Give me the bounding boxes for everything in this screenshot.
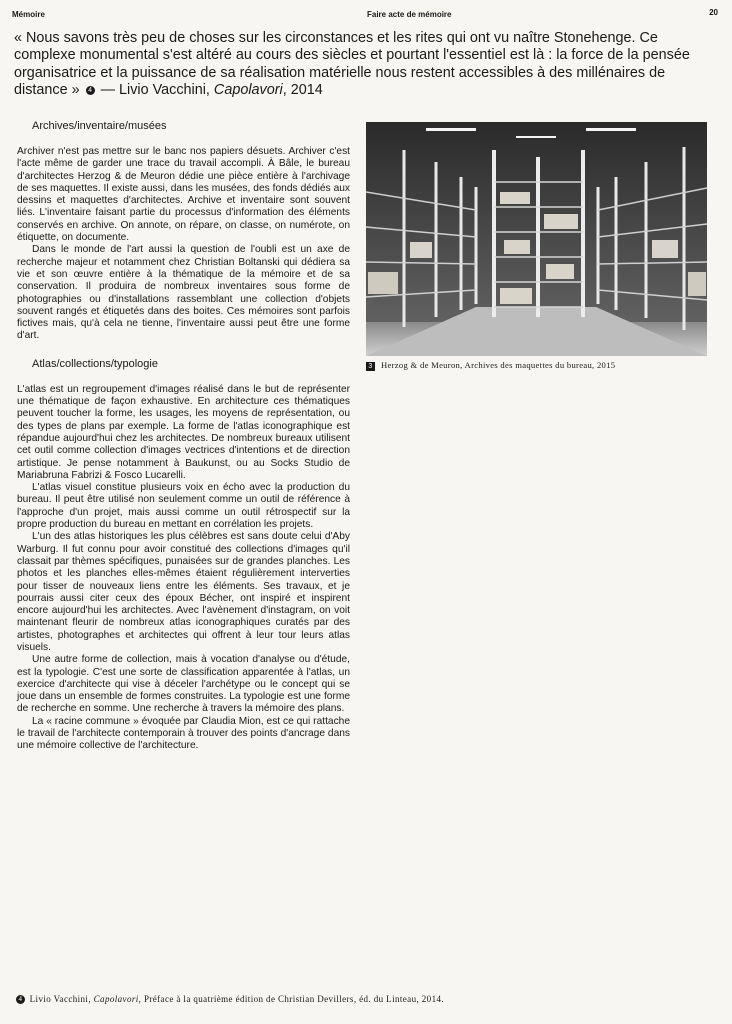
section-label: Mémoire [12, 10, 45, 19]
chapter-title: Faire acte de mémoire [367, 10, 452, 19]
footnote-rest: , Préface à la quatrième édition de Christian Devillers, éd. du Linteau, 2014. [138, 994, 445, 1004]
footnote [14, 994, 454, 1005]
paragraph: Dans le monde de l'art aussi la question de l'oubli est un axe de recherche majeur et notamment chez Christian Boltanski qui dédiera sa vie et son œuvre entière à la thématique de la mémoire et de sa conservation. Il produira de nombreux inventaires sous forme de photographies ou d'installations rassemblant une collection d'objets souvent rangés et étiquetés dans des boites. Ces mémoires sont parfois fictives mais, qu'à cela ne tienne, l'inventaire aussi peut être une forme d'art. [17, 244, 350, 342]
section-heading-archives: Archives/inventaire/musées [32, 120, 167, 132]
page-header [12, 10, 718, 24]
footnote-author: Livio Vacchini, [29, 994, 94, 1004]
footnote-work: Capolavori [93, 994, 139, 1004]
section-heading-atlas: Atlas/collections/typologie [32, 357, 158, 370]
caption-text: Herzog & de Meuron, Archives des maquettes du bureau, 2015 [381, 360, 616, 370]
footnote-marker: 4 [86, 86, 95, 95]
paragraph: L'atlas visuel constitue plusieurs voix en écho avec la production du bureau. Il peut être utilisé non seulement comme un outil de référence à l'approche d'un projet, mais aussi comme un outil rétrospectif sur la propre production du bureau en mettant en corrélation les projets. [17, 482, 350, 531]
paragraph: L'un des atlas historiques les plus célèbres est sans doute celui d'Aby Warburg. Il fut connu pour avoir constitué des collections d'images qu'il classait par thèmes spécifiques, punaisées sur de grandes planches. Les photos et les planches elles-mêmes étaient régulièrement interverties pour tisser de nouveaux liens entre les éléments. Ses travaux, et je pourrais aussi citer ceux des époux Bécher, ont inspiré et inspirent encore aujourd'hui les architectes. Avec l'avènement d'instagram, on voit maintenant fleurir de nombreux atlas iconographiques curatés par des artistes, photographes et architectes qui offrent à leur tour leurs atlas visuels. [17, 531, 350, 653]
paragraph: L'atlas est un regroupement d'images réalisé dans le but de représenter une thématique de façon exhaustive. En architecture ces thématiques peuvent toucher la forme, les usages, les moyens de représentation, ou des types de plans par exemple. La forme de l'atlas iconographique est répandue aujourd'hui chez les architectes. De nombreux bureaux utilisent cet outil comme collection d'images vectrices d'intentions et de direction artistique. Je pense notamment à Baukunst, ou au Socks Studio de Mariabruna Fabrizi & Fosco Lucarelli. [17, 383, 350, 481]
page-number: 20 [709, 8, 718, 17]
footnote-number: 4 [16, 995, 25, 1004]
main-text-column [17, 120, 350, 753]
quote-attribution: — Livio Vacchini, [100, 81, 214, 98]
paragraph: La « racine commune » évoquée par Claudia Mion, est ce qui rattache le travail de l'architecte contemporain à trouver des points d'ancrage dans une mémoire collective de l'architecture. [17, 715, 350, 752]
figure-caption [366, 360, 716, 371]
epigraph-quote [14, 30, 718, 99]
paragraph: Une autre forme de collection, mais à vocation d'analyse ou d'étude, est la typologie. C'est une sorte de classification apparentée à l'atlas, un exercice d'architecte qui vise à déceler l'archétype ou le concept qui se joue dans un ensemble de formes construites. La typologie est une forme de recherche en somme. Une recherche à travers la mémoire des plans. [17, 654, 350, 715]
quote-year: , 2014 [282, 81, 323, 98]
quote-work-title: Capolavori [213, 81, 283, 98]
paragraph: Archiver n'est pas mettre sur le banc nos papiers désuets. Archiver c'est l'acte même de garder une trace du travail accompli. À Bâle, le bureau d'architectes Herzog & de Meuron dédie une pièce entière à l'archivage de ses maquettes. Il existe aussi, dans les musées, des fonds dédiés aux dessins et maquettes d'architectes. Archive et inventaire sont souvent liés. L'inventaire faisant partie du processus d'information des éléments conservés en archive. On annote, on répare, on classe, on numérote, on étiquette, on documente. [17, 146, 350, 244]
figure-number: 3 [366, 362, 375, 371]
archive-photo [366, 122, 707, 356]
quote-text: « Nous savons très peu de choses sur les circonstances et les rites qui ont vu naître Stonehenge. Ce complexe monumental s'est altéré au cours des siècles et pourtant l'essentiel est là : la force de la pensée organisatrice et la puissance de sa réalisation matérielle nous restent accessibles à des millénaires de distance » [14, 30, 690, 98]
